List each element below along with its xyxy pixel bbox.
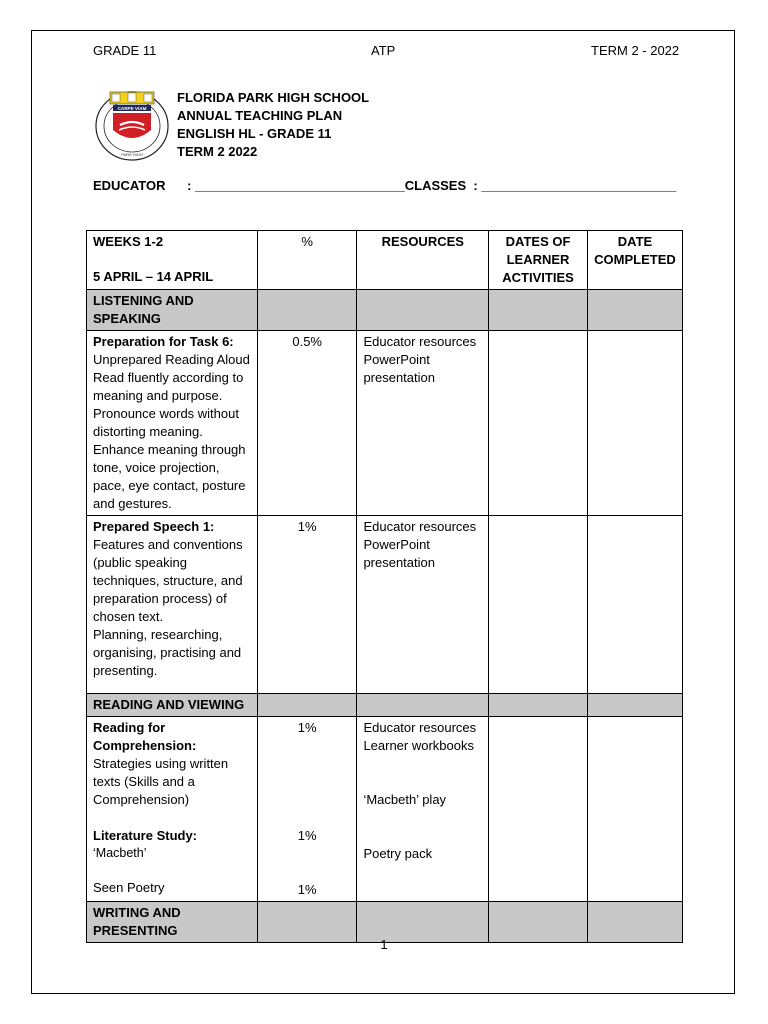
resources-header: RESOURCES xyxy=(357,231,489,290)
header-term: TERM 2 - 2022 xyxy=(591,43,680,58)
header-grade: GRADE 11 xyxy=(93,43,157,58)
plan-title: ANNUAL TEACHING PLAN xyxy=(177,108,343,123)
dates-learner-header: DATES OF LEARNER ACTIVITIES xyxy=(489,231,588,290)
task-cell: Preparation for Task 6: Unprepared Reading Aloud Read fluently according to meaning and purpose. Pronounce words without distorting meaning. Enhance meaning through tone, voice projection, pace, eye contact, posture and gestures. xyxy=(87,331,258,516)
term-year: TERM 2 2022 xyxy=(177,144,258,159)
section-label: LISTENING AND SPEAKING xyxy=(87,290,258,331)
section-row-reading xyxy=(87,694,683,717)
educator-line xyxy=(93,178,677,193)
page-number: 1 xyxy=(380,937,388,952)
svg-text:PARK HIGH: PARK HIGH xyxy=(121,152,143,157)
task-cell: Reading for Comprehension: Strategies using written texts (Skills and a Comprehension) Literature Study: ‘Macbeth’ Seen Poetry xyxy=(87,717,258,902)
table-row xyxy=(87,516,683,694)
dates-cell[interactable] xyxy=(489,331,588,516)
resources-cell: Educator resources PowerPoint presentation xyxy=(357,516,489,694)
pct-cell: 1% 1% 1% xyxy=(257,717,357,902)
teaching-plan-table xyxy=(86,230,683,943)
classes-label: CLASSES xyxy=(404,178,467,193)
pct-header: % xyxy=(257,231,357,290)
dates-cell[interactable] xyxy=(489,516,588,694)
resources-cell: Educator resources Learner workbooks ‘Macbeth’ play Poetry pack xyxy=(357,717,489,902)
weeks-header: WEEKS 1-2 5 APRIL – 14 APRIL xyxy=(87,231,258,290)
school-title-block xyxy=(177,89,369,161)
educator-blank[interactable]: : _____________________________ xyxy=(165,178,405,193)
completed-cell[interactable] xyxy=(587,717,682,902)
pct-cell: 1% xyxy=(257,516,357,694)
dates-cell[interactable] xyxy=(489,717,588,902)
completed-cell[interactable] xyxy=(587,331,682,516)
subject-grade: ENGLISH HL - GRADE 11 xyxy=(177,126,332,141)
school-crest-logo xyxy=(93,86,171,162)
table-row xyxy=(87,331,683,516)
pct-cell: 0.5% xyxy=(257,331,357,516)
classes-blank[interactable]: : ___________________________ xyxy=(466,178,677,193)
svg-text:CARPE VIAM: CARPE VIAM xyxy=(117,106,147,111)
school-name: FLORIDA PARK HIGH SCHOOL xyxy=(177,90,370,105)
date-completed-header: DATE COMPLETED xyxy=(587,231,682,290)
task-cell: Prepared Speech 1: Features and conventions (public speaking techniques, structure, and preparation process) of chosen text. Planning, researching, organising, practising and presenting. xyxy=(87,516,258,694)
header-atp: ATP xyxy=(371,43,396,58)
section-label: WRITING AND PRESENTING xyxy=(87,902,258,943)
table-header-row xyxy=(87,231,683,290)
completed-cell[interactable] xyxy=(587,516,682,694)
table-row xyxy=(87,717,683,902)
educator-label: EDUCATOR xyxy=(93,178,166,193)
section-row-listening xyxy=(87,290,683,331)
resources-cell: Educator resources PowerPoint presentation xyxy=(357,331,489,516)
section-label: READING AND VIEWING xyxy=(87,694,258,717)
